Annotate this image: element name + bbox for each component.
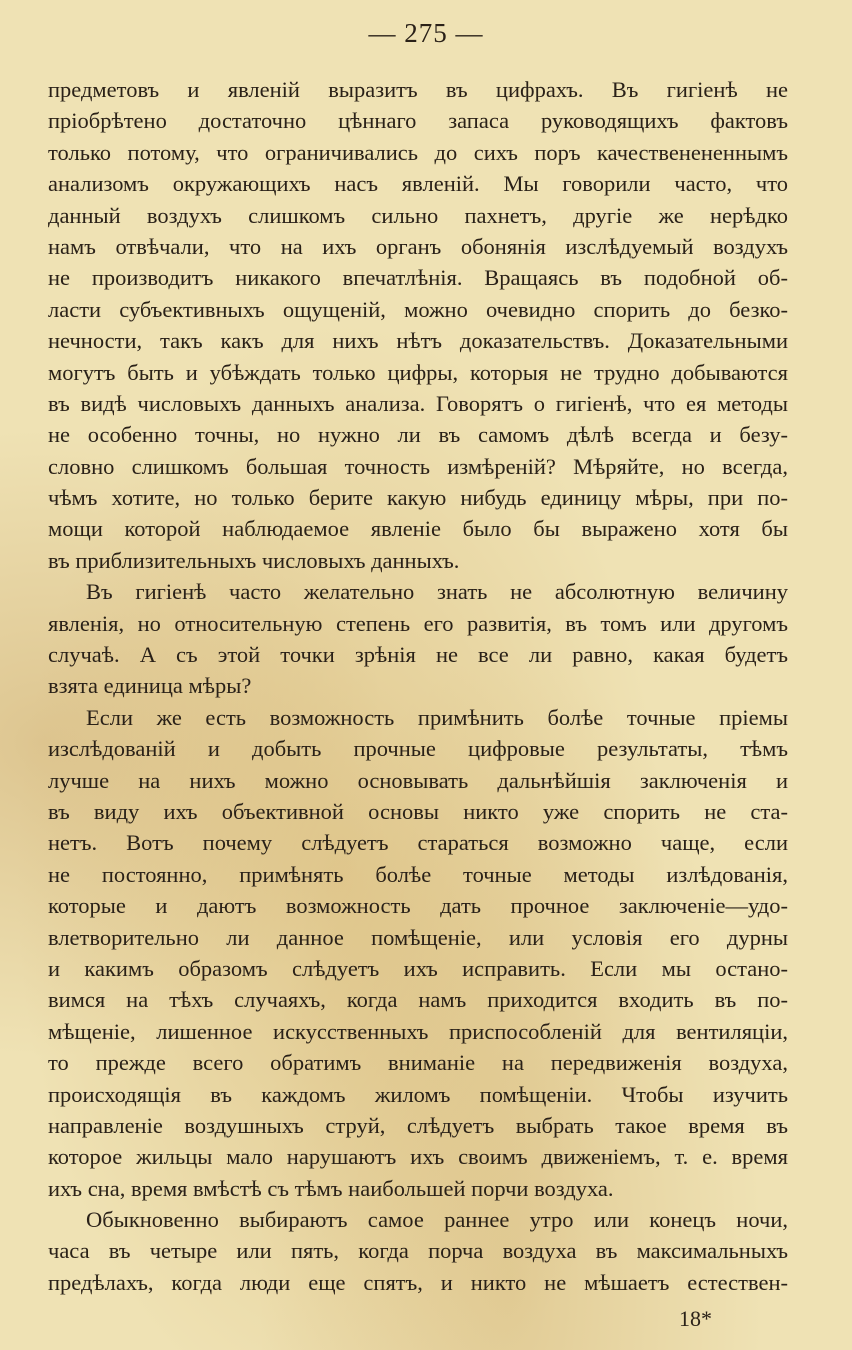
text-line: то прежде всего обратимъ вниманіе на передвиженія воздуха, bbox=[48, 1050, 788, 1076]
text-line: которое жильцы мало нарушаютъ ихъ своимъ движеніемъ, т. е. время bbox=[48, 1144, 788, 1170]
text-line: въ виду ихъ объективной основы никто уже спорить не ста- bbox=[48, 798, 788, 824]
text-line: не особенно точны, но нужно ли въ самомъ дѣлѣ всегда и безу- bbox=[48, 422, 788, 448]
text-line: направленіе воздушныхъ струй, слѣдуетъ выбрать такое время въ bbox=[48, 1112, 788, 1138]
body-text bbox=[48, 74, 788, 1298]
text-line: предметовъ и явленій выразитъ въ цифрахъ. Въ гигіенѣ не bbox=[48, 77, 788, 102]
text-line: мѣщеніе, лишенное искусственныхъ приспособленій для вентиляціи, bbox=[48, 1018, 788, 1044]
text-line: не производитъ никакого впечатлѣнія. Вращаясь въ подобной об- bbox=[48, 265, 788, 291]
text-line: ласти субъективныхъ ощущеній, можно очевидно спорить до безко- bbox=[48, 296, 788, 322]
text-line: взята единица мѣры? bbox=[48, 673, 252, 699]
text-line: только потому, что ограничивались до сихъ поръ качественененнымъ bbox=[48, 139, 788, 165]
text-line: изслѣдованій и добыть прочные цифровые результаты, тѣмъ bbox=[48, 736, 788, 762]
text-line: лучше на нихъ можно основывать дальнѣйшія заключенія и bbox=[48, 767, 788, 793]
text-line: Если же есть возможность примѣнить болѣе точные пріемы bbox=[86, 704, 788, 730]
page-number: — 275 — bbox=[368, 18, 484, 48]
text-line: въ приблизительныхъ числовыхъ данныхъ. bbox=[48, 547, 460, 573]
text-line: происходящія въ каждомъ жиломъ помѣщеніи. Чтобы изучить bbox=[48, 1081, 788, 1107]
text-line: пріобрѣтено достаточно цѣннаго запаса руководящихъ фактовъ bbox=[48, 108, 788, 134]
text-line: могутъ быть и убѣждать только цифры, которыя не трудно добываются bbox=[48, 359, 788, 385]
text-line: данный воздухъ слишкомъ сильно пахнетъ, другіе же нерѣдко bbox=[48, 202, 788, 228]
text-line: вимся на тѣхъ случаяхъ, когда намъ приходится входить въ по- bbox=[48, 987, 788, 1013]
signature-mark: 18* bbox=[679, 1306, 712, 1331]
text-line: словно слишкомъ большая точность измѣреній? Мѣряйте, но всегда, bbox=[48, 453, 788, 479]
text-line: Въ гигіенѣ часто желательно знать не абсолютную величину bbox=[86, 579, 788, 605]
text-line: которые и даютъ возможность дать прочное заключеніе—удо- bbox=[48, 893, 788, 919]
text-line: и какимъ образомъ слѣдуетъ ихъ исправить. Если мы остано- bbox=[48, 955, 788, 981]
text-line: предѣлахъ, когда люди еще спятъ, и никто не мѣшаетъ естествен- bbox=[48, 1269, 788, 1295]
text-line: часа въ четыре или пять, когда порча воздуха въ максимальныхъ bbox=[48, 1238, 788, 1264]
text-line: намъ отвѣчали, что на ихъ органъ обонянія изслѣдуемый воздухъ bbox=[48, 233, 788, 259]
text-line: чѣмъ хотите, но только берите какую нибудь единицу мѣры, при по- bbox=[48, 485, 788, 511]
text-line: нечности, такъ какъ для нихъ нѣтъ доказательствъ. Доказательными bbox=[48, 328, 788, 354]
text-line: Обыкновенно выбираютъ самое раннее утро или конецъ ночи, bbox=[86, 1207, 788, 1233]
text-line: нетъ. Вотъ почему слѣдуетъ стараться возможно чаще, если bbox=[48, 830, 788, 856]
text-line: случаѣ. А съ этой точки зрѣнія не все ли равно, какая будетъ bbox=[48, 642, 788, 668]
text-line: влетворительно ли данное помѣщеніе, или условія его дурны bbox=[48, 924, 788, 950]
text-line: ихъ сна, время вмѣстѣ съ тѣмъ наибольшей порчи воздуха. bbox=[48, 1175, 614, 1201]
text-line: анализомъ окружающихъ насъ явленій. Мы говорили часто, что bbox=[48, 171, 788, 197]
text-line: не постоянно, примѣнять болѣе точные методы излѣдованія, bbox=[48, 861, 788, 887]
text-line: мощи которой наблюдаемое явленіе было бы выражено хотя бы bbox=[48, 516, 788, 542]
text-line: въ видѣ числовыхъ данныхъ анализа. Говорятъ о гигіенѣ, что ея методы bbox=[48, 390, 788, 416]
text-line: явленія, но относительную степень его развитія, въ томъ или другомъ bbox=[48, 610, 788, 636]
